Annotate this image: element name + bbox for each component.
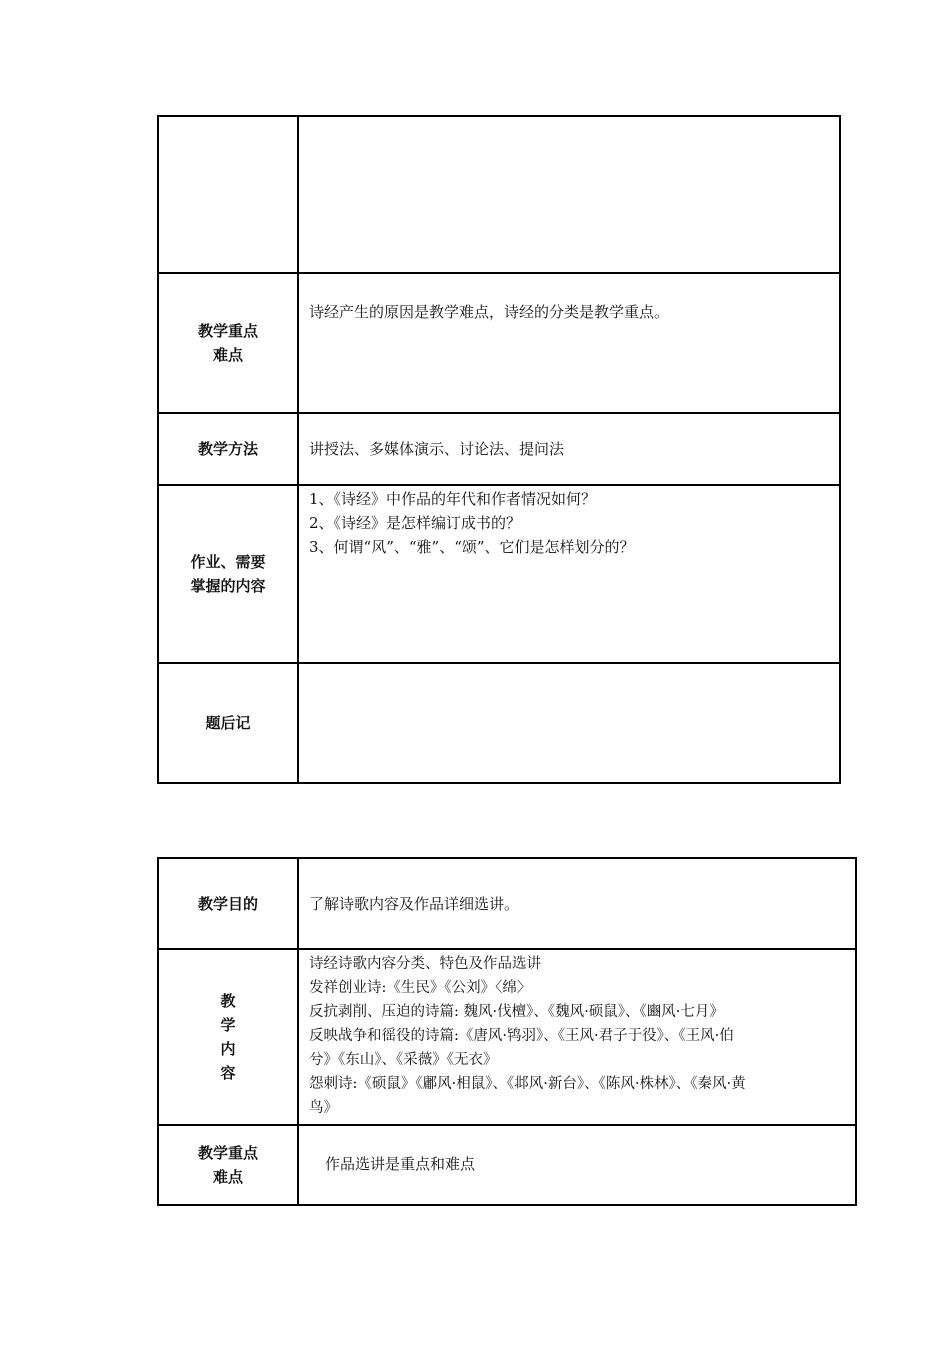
label-line: 学 bbox=[220, 1016, 236, 1034]
content-line: 诗经产生的原因是教学难点，诗经的分类是教学重点。 bbox=[309, 303, 670, 321]
label-line: 内 bbox=[220, 1040, 236, 1058]
row-label-postscript bbox=[158, 663, 298, 783]
row-label-homework bbox=[158, 485, 298, 663]
lesson-plan-table-2 bbox=[157, 857, 857, 1206]
content-line: 鸟》 bbox=[309, 1100, 338, 1116]
table-row bbox=[158, 413, 840, 485]
label-line: 教 bbox=[220, 992, 236, 1010]
table-row bbox=[158, 949, 856, 1125]
row-label-teaching-content bbox=[158, 949, 298, 1125]
label-line: 掌握的内容 bbox=[190, 577, 266, 595]
row-label-key-difficult-points-2 bbox=[158, 1125, 298, 1205]
label-line: 难点 bbox=[212, 1168, 243, 1186]
label-line: 作业、需要 bbox=[190, 553, 266, 571]
row-content-key-difficult-points bbox=[298, 273, 840, 413]
label-line: 教学方法 bbox=[197, 440, 258, 458]
row-label-teaching-methods bbox=[158, 413, 298, 485]
row-content-postscript bbox=[298, 663, 840, 783]
row-content-key-difficult-points-2 bbox=[298, 1125, 856, 1205]
content-line: 3、何谓“风”、“雅”、“颂”、它们是怎样划分的？ bbox=[309, 538, 635, 556]
row-content-homework bbox=[298, 485, 840, 663]
row-content-teaching-goals bbox=[298, 858, 856, 949]
row-label-key-difficult-points bbox=[158, 273, 298, 413]
table-row bbox=[158, 273, 840, 413]
row-content-teaching-methods bbox=[298, 413, 840, 485]
table-row bbox=[158, 116, 840, 273]
label-line: 教学重点 bbox=[197, 1144, 258, 1162]
content-line: 兮》《东山》、《采薇》《无衣》 bbox=[309, 1052, 498, 1068]
label-line: 教学目的 bbox=[197, 894, 258, 913]
content-line: 2、《诗经》是怎样编订成书的？ bbox=[309, 514, 522, 532]
content-line: 讲授法、多媒体演示、讨论法、提问法 bbox=[309, 440, 565, 458]
content-line: 诗经诗歌内容分类、特色及作品选讲 bbox=[309, 956, 541, 972]
table-row bbox=[158, 858, 856, 949]
content-line: 怨刺诗:《硕鼠》《鄘风·相鼠》、《邶风·新台》、《陈风·株林》、《秦风·黄 bbox=[309, 1076, 746, 1092]
row-content-teaching-content bbox=[298, 949, 856, 1125]
label-line: 教学重点 bbox=[197, 322, 258, 340]
table-row bbox=[158, 485, 840, 663]
label-line: 题后记 bbox=[205, 714, 251, 732]
table-row bbox=[158, 1125, 856, 1205]
row-label-empty bbox=[158, 116, 298, 273]
content-line: 1、《诗经》中作品的年代和作者情况如何？ bbox=[309, 490, 597, 508]
lesson-plan-table-1 bbox=[157, 115, 841, 784]
content-line: 反抗剥削、压迫的诗篇: 魏风·伐檀》、《魏风·硕鼠》、《豳风·七月》 bbox=[309, 1004, 724, 1020]
table-row bbox=[158, 663, 840, 783]
label-line: 难点 bbox=[212, 346, 243, 364]
row-label-teaching-goals bbox=[158, 858, 298, 949]
content-line: 作品选讲是重点和难点 bbox=[325, 1155, 476, 1173]
content-line: 发祥创业诗:《生民》《公刘》〈绵〉 bbox=[309, 980, 532, 996]
content-line: 反映战争和徭役的诗篇:《唐风·鸨羽》、《王风·君子于役》、《王风·伯 bbox=[309, 1028, 734, 1044]
label-line: 容 bbox=[220, 1064, 236, 1082]
content-line: 了解诗歌内容及作品详细选讲。 bbox=[309, 894, 520, 913]
row-content-empty bbox=[298, 116, 840, 273]
